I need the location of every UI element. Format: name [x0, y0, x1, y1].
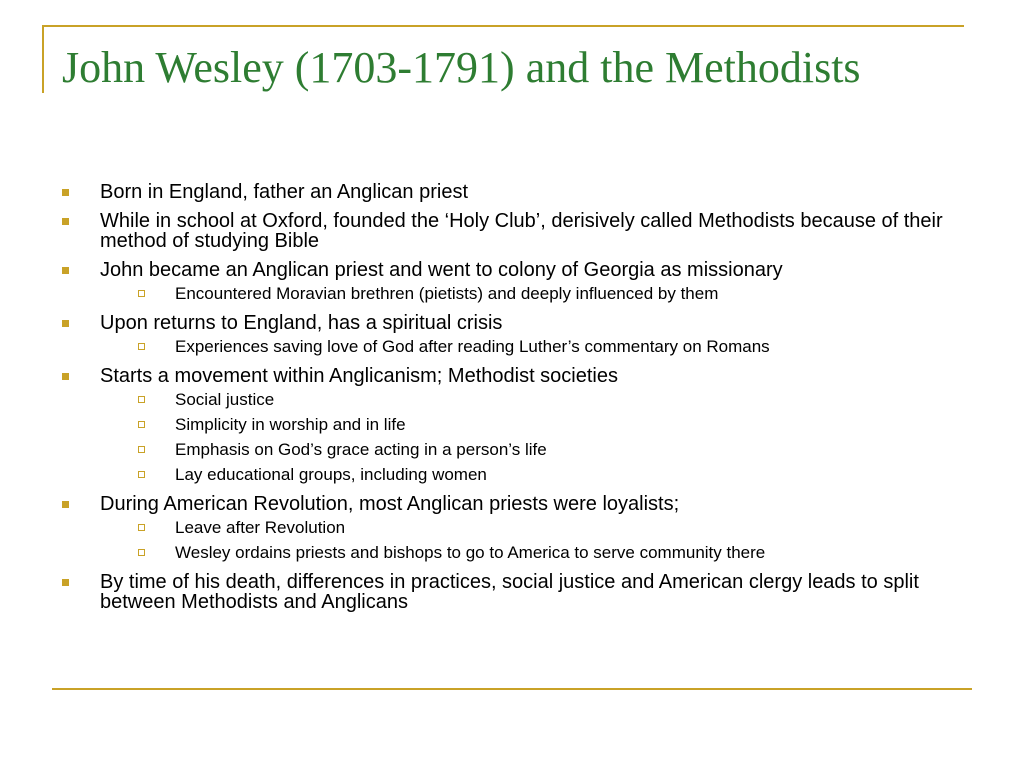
bullet-item	[62, 366, 962, 485]
hollow-square-bullet-icon	[138, 396, 145, 403]
sub-bullet-text: Social justice	[175, 390, 275, 409]
bullet-item	[62, 313, 962, 357]
sub-bullet-list	[100, 337, 962, 357]
bullet-item	[62, 182, 962, 202]
square-bullet-icon	[62, 218, 69, 225]
sub-bullet-text: Experiences saving love of God after reading Luther’s commentary on Romans	[175, 337, 770, 356]
square-bullet-icon	[62, 501, 69, 508]
sub-bullet-item	[138, 543, 962, 563]
bullet-text: By time of his death, differences in practices, social justice and American clergy leads to split between Methodists and Anglicans	[100, 571, 919, 613]
sub-bullet-text: Encountered Moravian brethren (pietists) and deeply influenced by them	[175, 284, 719, 303]
hollow-square-bullet-icon	[138, 549, 145, 556]
bullet-text: Born in England, father an Anglican priest	[100, 181, 469, 203]
sub-bullet-text: Simplicity in worship and in life	[175, 415, 406, 434]
sub-bullet-item	[138, 518, 962, 538]
left-rule	[42, 25, 44, 93]
square-bullet-icon	[62, 579, 69, 586]
sub-bullet-list	[100, 390, 962, 485]
bullet-item	[62, 494, 962, 563]
top-rule	[42, 25, 964, 27]
bullet-text: While in school at Oxford, founded the ‘Holy Club’, derisively called Methodists because of their method of studying Bible	[100, 210, 943, 252]
sub-bullet-item	[138, 284, 962, 304]
bullet-item	[62, 260, 962, 304]
bullet-list	[62, 182, 962, 621]
slide-title: John Wesley (1703-1791) and the Methodists	[62, 43, 861, 92]
sub-bullet-text: Emphasis on God’s grace acting in a person’s life	[175, 440, 547, 459]
bullet-text: Starts a movement within Anglicanism; Methodist societies	[100, 365, 618, 387]
bullet-text: During American Revolution, most Anglican priests were loyalists;	[100, 493, 680, 515]
sub-bullet-text: Wesley ordains priests and bishops to go to America to serve community there	[175, 543, 766, 562]
hollow-square-bullet-icon	[138, 446, 145, 453]
square-bullet-icon	[62, 320, 69, 327]
hollow-square-bullet-icon	[138, 471, 145, 478]
sub-bullet-item	[138, 337, 962, 357]
hollow-square-bullet-icon	[138, 343, 145, 350]
square-bullet-icon	[62, 189, 69, 196]
bullet-text: Upon returns to England, has a spiritual crisis	[100, 312, 503, 334]
sub-bullet-text: Leave after Revolution	[175, 518, 346, 537]
sub-bullet-item	[138, 390, 962, 410]
hollow-square-bullet-icon	[138, 290, 145, 297]
hollow-square-bullet-icon	[138, 524, 145, 531]
square-bullet-icon	[62, 267, 69, 274]
sub-bullet-text: Lay educational groups, including women	[175, 465, 487, 484]
sub-bullet-list	[100, 284, 962, 304]
hollow-square-bullet-icon	[138, 421, 145, 428]
sub-bullet-item	[138, 465, 962, 485]
sub-bullet-list	[100, 518, 962, 563]
bottom-rule	[52, 688, 972, 690]
sub-bullet-item	[138, 415, 962, 435]
bullet-item	[62, 572, 962, 612]
square-bullet-icon	[62, 373, 69, 380]
sub-bullet-item	[138, 440, 962, 460]
bullet-text: John became an Anglican priest and went to colony of Georgia as missionary	[100, 259, 783, 281]
bullet-item	[62, 211, 962, 251]
